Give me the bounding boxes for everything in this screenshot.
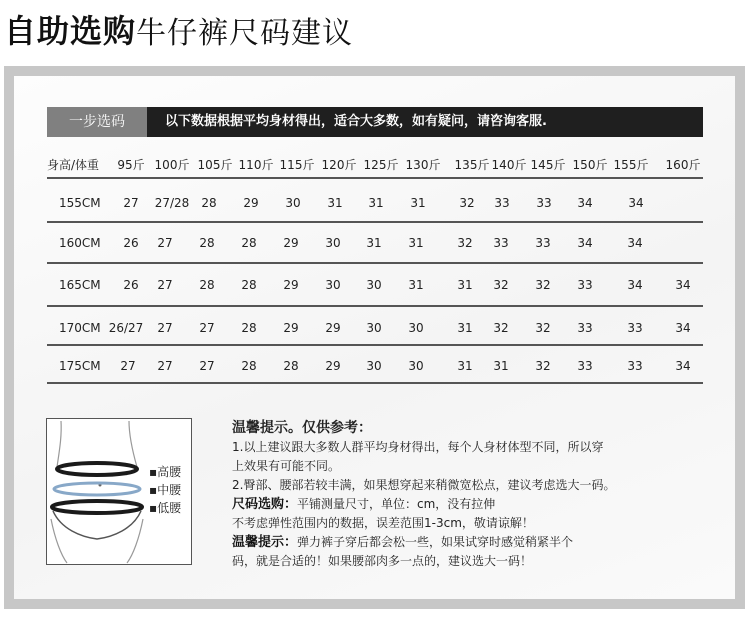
table-cell: 27 bbox=[120, 359, 136, 373]
table-cell: 31 bbox=[327, 196, 343, 210]
tips-size-label: 尺码选购： bbox=[232, 497, 298, 512]
table-cell: 27 bbox=[157, 321, 173, 335]
table-cell: 34 bbox=[675, 321, 691, 335]
table-cell: 27 bbox=[199, 321, 215, 335]
col-header: 140斤 bbox=[491, 158, 527, 172]
table-cell: 29 bbox=[283, 321, 299, 335]
tips-line-4 bbox=[232, 495, 652, 514]
table-cell: 34 bbox=[628, 196, 644, 210]
table-cell: 30 bbox=[366, 359, 382, 373]
table-cell: 33 bbox=[493, 236, 509, 250]
table-cell: 34 bbox=[627, 236, 643, 250]
table-cell: 30 bbox=[366, 321, 382, 335]
row-divider bbox=[47, 177, 703, 179]
col-header: 145斤 bbox=[530, 158, 566, 172]
tips-warm-text: 弹力裤子穿后都会松一些，如果试穿时感觉稍紧半个 bbox=[297, 535, 574, 549]
table-cell: 32 bbox=[457, 236, 473, 250]
row-divider bbox=[47, 344, 703, 346]
table-cell: 34 bbox=[577, 236, 593, 250]
table-cell: 30 bbox=[325, 278, 341, 292]
table-cell: 27/28 bbox=[154, 196, 190, 210]
size-guide-frame bbox=[4, 66, 745, 609]
col-header: 95斤 bbox=[117, 158, 145, 172]
table-cell: 27 bbox=[157, 236, 173, 250]
legend-mid-waist: ▪中腰 bbox=[149, 483, 182, 497]
table-cell: 26/27 bbox=[108, 321, 144, 335]
col-header: 110斤 bbox=[238, 158, 274, 172]
table-cell: 33 bbox=[627, 321, 643, 335]
row-height-label: 175CM bbox=[59, 359, 101, 373]
waist-diagram-panel bbox=[46, 418, 192, 565]
table-cell: 29 bbox=[325, 359, 341, 373]
table-cell: 33 bbox=[577, 278, 593, 292]
table-cell: 32 bbox=[459, 196, 475, 210]
table-cell: 31 bbox=[408, 278, 424, 292]
table-cell: 28 bbox=[201, 196, 217, 210]
row-height-label: 160CM bbox=[59, 236, 101, 250]
table-cell: 31 bbox=[366, 236, 382, 250]
table-cell: 32 bbox=[535, 321, 551, 335]
row-divider bbox=[47, 382, 703, 384]
tips-line-1: 1.以上建议跟大多数人群平均身材得出，每个人身材体型不同，所以穿 bbox=[232, 440, 604, 454]
tips-line-2: 上效果有可能不同。 bbox=[232, 459, 341, 473]
tips-warm-label: 温馨提示： bbox=[232, 535, 298, 550]
table-cell: 28 bbox=[241, 321, 257, 335]
title-normal: 牛仔裤尺码建议 bbox=[136, 16, 353, 51]
col-header: 135斤 bbox=[454, 158, 490, 172]
table-cell: 32 bbox=[535, 359, 551, 373]
table-cell: 31 bbox=[410, 196, 426, 210]
table-cell: 31 bbox=[457, 278, 473, 292]
tips-heading: 温馨提示。仅供参考： bbox=[232, 420, 372, 436]
table-cell: 33 bbox=[536, 196, 552, 210]
table-cell: 33 bbox=[494, 196, 510, 210]
col-header: 身高/体重 bbox=[47, 158, 100, 172]
col-header: 100斤 bbox=[154, 158, 190, 172]
table-cell: 31 bbox=[368, 196, 384, 210]
table-cell: 28 bbox=[283, 359, 299, 373]
page-title bbox=[0, 0, 750, 56]
table-cell: 34 bbox=[627, 278, 643, 292]
header-text: 以下数据根据平均身材得出，适合大多数，如有疑问，请咨询客服. bbox=[165, 114, 547, 129]
tips-line-6 bbox=[232, 533, 652, 552]
table-cell: 30 bbox=[325, 236, 341, 250]
col-header: 120斤 bbox=[321, 158, 357, 172]
table-cell: 26 bbox=[123, 278, 139, 292]
tips-line-5: 不考虑弹性范围内的数据，误差范围1-3cm，敬请谅解！ bbox=[232, 516, 534, 530]
table-cell: 30 bbox=[285, 196, 301, 210]
table-cell: 28 bbox=[241, 236, 257, 250]
tips-line-7: 码，就是合适的！如果腰部肉多一点的，建议选大一码！ bbox=[232, 554, 533, 568]
table-cell: 34 bbox=[577, 196, 593, 210]
col-header: 125斤 bbox=[363, 158, 399, 172]
table-cell: 30 bbox=[408, 321, 424, 335]
row-divider bbox=[47, 221, 703, 223]
mid-waist-band bbox=[54, 483, 140, 495]
table-cell: 28 bbox=[199, 236, 215, 250]
table-cell: 29 bbox=[243, 196, 259, 210]
table-cell: 30 bbox=[366, 278, 382, 292]
table-cell: 27 bbox=[157, 278, 173, 292]
col-header: 130斤 bbox=[405, 158, 441, 172]
table-cell: 34 bbox=[675, 278, 691, 292]
row-height-label: 155CM bbox=[59, 196, 101, 210]
table-cell: 26 bbox=[123, 236, 139, 250]
tips-line-3: 2.臀部、腰部若较丰满，如果想穿起来稍微宽松点，建议考虑选大一码。 bbox=[232, 478, 616, 492]
legend-high-waist: ▪高腰 bbox=[149, 465, 182, 479]
col-header: 155斤 bbox=[613, 158, 649, 172]
table-cell: 33 bbox=[577, 321, 593, 335]
row-divider bbox=[47, 262, 703, 264]
step-tab: 一步选码 bbox=[47, 107, 147, 137]
table-cell: 28 bbox=[199, 278, 215, 292]
col-header: 115斤 bbox=[279, 158, 315, 172]
table-cell: 34 bbox=[675, 359, 691, 373]
table-cell: 27 bbox=[199, 359, 215, 373]
high-waist-band bbox=[57, 463, 137, 475]
legend-low-waist: ▪低腰 bbox=[149, 501, 182, 515]
table-cell: 27 bbox=[157, 359, 173, 373]
table-cell: 28 bbox=[241, 359, 257, 373]
tips-size-text: 平铺测量尺寸，单位：cm，没有拉伸 bbox=[297, 497, 496, 511]
table-cell: 30 bbox=[408, 359, 424, 373]
table-cell: 29 bbox=[283, 278, 299, 292]
tips-block bbox=[232, 419, 652, 571]
table-cell: 31 bbox=[457, 321, 473, 335]
table-cell: 33 bbox=[577, 359, 593, 373]
title-bold: 自助选购 bbox=[4, 12, 137, 50]
row-height-label: 165CM bbox=[59, 278, 101, 292]
table-cell: 32 bbox=[493, 278, 509, 292]
table-cell: 27 bbox=[123, 196, 139, 210]
table-cell: 32 bbox=[493, 321, 509, 335]
size-guide-card bbox=[14, 76, 735, 599]
table-cell: 28 bbox=[241, 278, 257, 292]
col-header: 150斤 bbox=[572, 158, 608, 172]
table-cell: 31 bbox=[408, 236, 424, 250]
col-header: 105斤 bbox=[197, 158, 233, 172]
table-cell: 31 bbox=[457, 359, 473, 373]
low-waist-band bbox=[52, 501, 142, 513]
col-header: 160斤 bbox=[665, 158, 701, 172]
row-height-label: 170CM bbox=[59, 321, 101, 335]
row-divider bbox=[47, 305, 703, 307]
table-cell: 33 bbox=[535, 236, 551, 250]
table-header-bar bbox=[47, 107, 703, 137]
table-cell: 29 bbox=[325, 321, 341, 335]
table-cell: 29 bbox=[283, 236, 299, 250]
table-cell: 32 bbox=[535, 278, 551, 292]
table-cell: 33 bbox=[627, 359, 643, 373]
table-cell: 31 bbox=[493, 359, 509, 373]
